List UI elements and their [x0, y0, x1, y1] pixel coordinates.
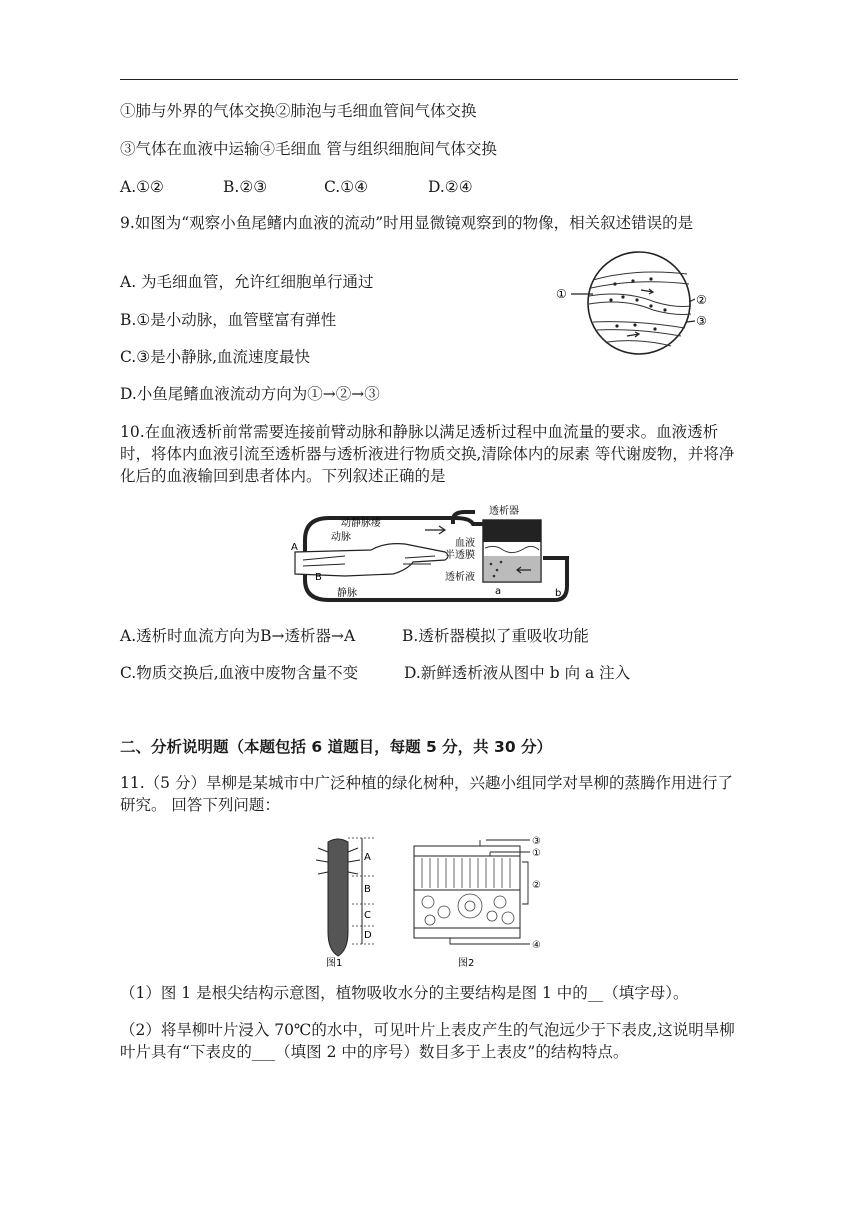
root-tip-figure: [300, 832, 380, 972]
q8-items-line1: ①肺与外界的气体交换②肺泡与毛细血管间气体交换: [120, 102, 477, 120]
q11-sub1: （1）图 1 是根尖结构示意图，植物吸收水分的主要结构是图 1 中的__（填字母）。: [120, 984, 689, 1002]
q10-fig-membrane: 半透膜: [445, 550, 475, 561]
q8-option-b: B.②③: [223, 178, 268, 196]
q9-stem: 9.如图为“观察小鱼尾鳍内血液的流动”时用显微镜观察到的物像，相关叙述错误的是: [120, 214, 694, 232]
fig1-label-A: A: [364, 852, 371, 863]
fig1-caption: 图1: [326, 958, 343, 969]
q8-options: [120, 177, 473, 197]
q11-sub2: （2）将旱柳叶片浸入 70℃的水中，可见叶片上表皮产生的气泡远少于下表皮,这说明旱柳叶片具有“下表皮的___（填图 2 中的序号）数目多于上表皮”的结构特点。: [120, 1021, 735, 1061]
q11-stem: 11.（5 分）旱柳是某城市中广泛种植的绿化树种，兴趣小组同学对旱柳的蒸腾作用进行了研究。 回答下列问题：: [120, 774, 733, 814]
fig2-label-4: ④: [532, 940, 541, 951]
q10-fig-artery: 动脉: [331, 532, 351, 543]
fig1-label-C: C: [364, 910, 371, 921]
q8-option-c: C.①④: [324, 178, 369, 196]
q10-option-d: D.新鲜透析液从图中 b 向 a 注入: [404, 664, 631, 682]
q9-option-a: A. 为毛细血管，允许红细胞单行通过: [120, 273, 374, 291]
q10-fig-label-b: b: [555, 588, 562, 599]
fig1-label-B: B: [364, 884, 371, 895]
q9-fig-label-3: ③: [696, 314, 707, 328]
q10-fig-label-B: B: [315, 572, 322, 583]
q10-fig-vein: 静脉: [337, 588, 357, 599]
leaf-section-figure: [410, 832, 560, 972]
q10-fig-label-a: a: [495, 586, 502, 597]
dialysis-figure: [285, 500, 575, 608]
q10-options-row1: [120, 626, 589, 646]
q10-option-b: B.透析器模拟了重吸收功能: [402, 627, 589, 645]
top-rule: [120, 79, 738, 80]
q10-fig-label-A: A: [291, 542, 298, 553]
fig2-label-2: ②: [532, 880, 541, 891]
q9-fig-label-2: ②: [696, 293, 707, 307]
q10-fig-fistula: 动静脉瘘: [341, 518, 381, 529]
q10-fig-dialyzer: 透析器: [489, 506, 519, 517]
q9-option-c: C.③是小静脉,血流速度最快: [120, 348, 311, 366]
q9-fig-label-1: ①: [556, 287, 567, 301]
q10-option-c: C.物质交换后,血液中废物含量不变: [120, 664, 359, 682]
q8-option-d: D.②④: [428, 178, 473, 196]
section2-heading: 二、分析说明题（本题包括 6 道题目，每题 5 分，共 30 分）: [120, 738, 553, 756]
q8-items-line2: ③气体在血液中运输④毛细血 管与组织细胞间气体交换: [120, 140, 497, 158]
q10-fig-dialysate: 透析液: [445, 572, 475, 583]
q10-stem: 10.在血液透析前常需要连接前臂动脉和静脉以满足透析过程中血流量的要求。血液透析时，将体内血液引流至透析器与透析液进行物质交换,清除体内的尿素 等代谢废物，并将净化后的血液输回到患者体内。下列叙述正确的是: [120, 423, 735, 485]
q10-option-a: A.透析时血流方向为B→透析器→A: [120, 627, 356, 645]
q8-option-a: A.①②: [120, 178, 164, 196]
fish-tail-microscope-figure: [555, 250, 713, 360]
fig2-label-3: ③: [532, 836, 541, 847]
fig2-caption: 图2: [458, 958, 475, 969]
q9-option-b: B.①是小动脉，血管壁富有弹性: [120, 311, 337, 329]
fig1-label-D: D: [364, 930, 372, 941]
fig2-label-1: ①: [532, 848, 541, 859]
q10-options-row2: [120, 663, 630, 683]
q9-option-d: D.小鱼尾鳍血液流动方向为①→②→③: [120, 385, 380, 403]
q10-fig-blood: 血液: [455, 538, 475, 549]
